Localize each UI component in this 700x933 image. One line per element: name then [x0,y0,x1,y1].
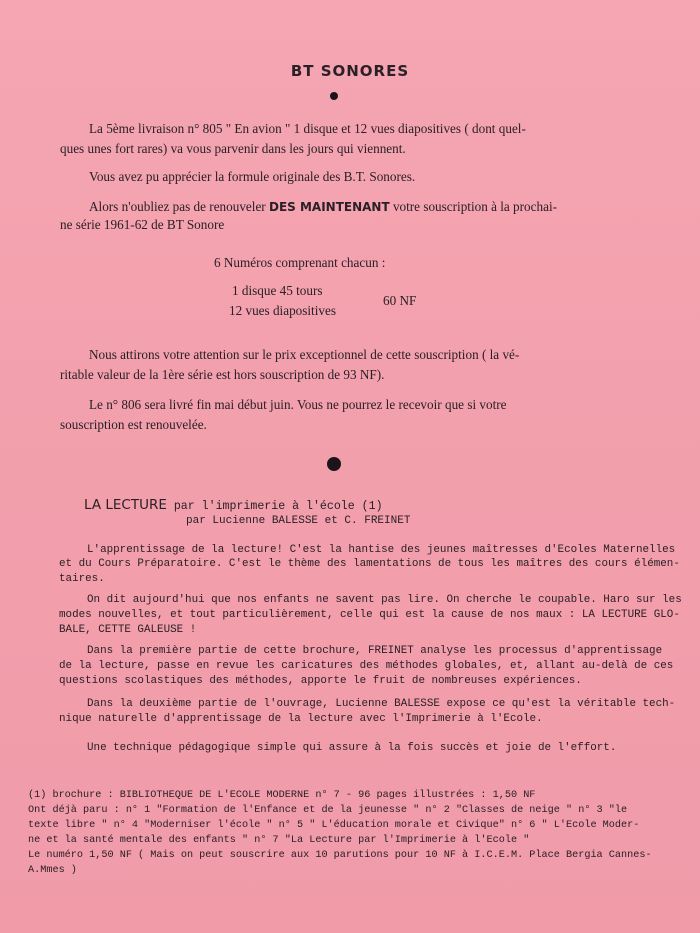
paragraph-line: On dit aujourd'hui que nos enfants ne savent pas lire. On cherche le coupable. Haro sur les [87,594,682,606]
text-run: Alors n'oubliez pas de renouveler [89,199,269,214]
paragraph-line: Une technique pédagogique simple qui assure à la fois succès et joie de l'effort. [87,742,617,754]
paragraph-line: taires. [59,573,105,585]
paragraph-line: modes nouvelles, et tout particulièrement, celle qui est la cause de nos maux : LA LECTURE GLO- [59,609,680,621]
paragraph-line: L'apprentissage de la lecture! C'est la hantise des jeunes maîtresses d'Ecoles Maternelles [87,544,676,556]
paragraph-line: ritable valeur de la 1ère série est hors souscription de 93 NF). [60,367,385,382]
offer-price: 60 NF [383,293,417,308]
paragraph-line: ne série 1961-62 de BT Sonore [60,217,225,232]
footnote-line: Le numéro 1,50 NF ( Mais on peut souscrire aux 10 parutions pour 10 NF à I.C.E.M. Place Bergia Cannes- [28,850,652,861]
footnote-line: (1) brochure : BIBLIOTHEQUE DE L'ECOLE MODERNE n° 7 - 96 pages illustrées : 1,50 NF [28,790,536,801]
authors-line: par Lucienne BALESSE et C. FREINET [186,515,411,527]
paragraph-line: ques unes fort rares) va vous parvenir dans les jours qui viennent. [60,141,406,156]
footnote-line: texte libre " n° 4 "Moderniser l'école " n° 5 " L'éducation morale et Civique" n° 6 " L'Ecole Moder- [28,820,640,831]
paragraph-line: et du Cours Préparatoire. C'est le thème des lamentations de tous les maîtres des cours élémen- [59,558,680,570]
section-title-bt-sonores: BT SONORES [290,62,410,80]
paragraph-line: Nous attirons votre attention sur le prix exceptionnel de cette souscription ( la vé- [89,347,520,362]
section-title-la-lecture [84,496,383,514]
paragraph-line: nique naturelle d'apprentissage de la lecture avec l'Imprimerie à l'Ecole. [59,713,543,725]
bullet-dot [327,457,341,471]
paragraph-line [89,198,557,216]
paragraph-line: La 5ème livraison n° 805 " En avion " 1 disque et 12 vues diapositives ( dont quel- [89,121,526,136]
heading-main: LA LECTURE [84,497,167,513]
paragraph-line: BALE, CETTE GALEUSE ! [59,624,197,636]
emphasis-text: DES MAINTENANT [268,200,390,214]
text-run: votre souscription à la prochai- [389,199,557,214]
paragraph-line: Dans la première partie de cette brochure, FREINET analyse les processus d'apprentissage [87,645,663,657]
offer-item: 1 disque 45 tours [232,283,323,298]
paragraph-line: Vous avez pu apprécier la formule originale des B.T. Sonores. [89,169,416,184]
offer-heading: 6 Numéros comprenant chacun : [214,255,386,270]
bullet-dot [330,92,338,100]
paragraph-line: questions scolastiques des méthodes, apporte le fruit de nombreuses expériences. [59,675,582,687]
paragraph-line: Dans la deuxième partie de l'ouvrage, Lucienne BALESSE expose ce qu'est la véritable tech- [87,698,676,710]
paragraph-line: de la lecture, passe en revue les caricatures des méthodes globales, et, allant au-delà de ces [59,660,674,672]
paragraph-line: souscription est renouvelée. [60,417,207,432]
heading-subtitle: par l'imprimerie à l'école (1) [166,500,383,513]
paragraph-line: Le n° 806 sera livré fin mai début juin. Vous ne pourrez le recevoir que si votre [89,397,507,412]
footnote-line: A.Mmes ) [28,865,77,876]
footnote-line: ne et la santé mentale des enfants " n° 7 "La Lecture par l'Imprimerie à l'Ecole " [28,835,530,846]
offer-item: 12 vues diapositives [229,303,336,318]
footnote-line: Ont déjà paru : n° 1 "Formation de l'Enfance et de la jeunesse " n° 2 "Classes de neige " n° 3 "le [28,805,628,816]
